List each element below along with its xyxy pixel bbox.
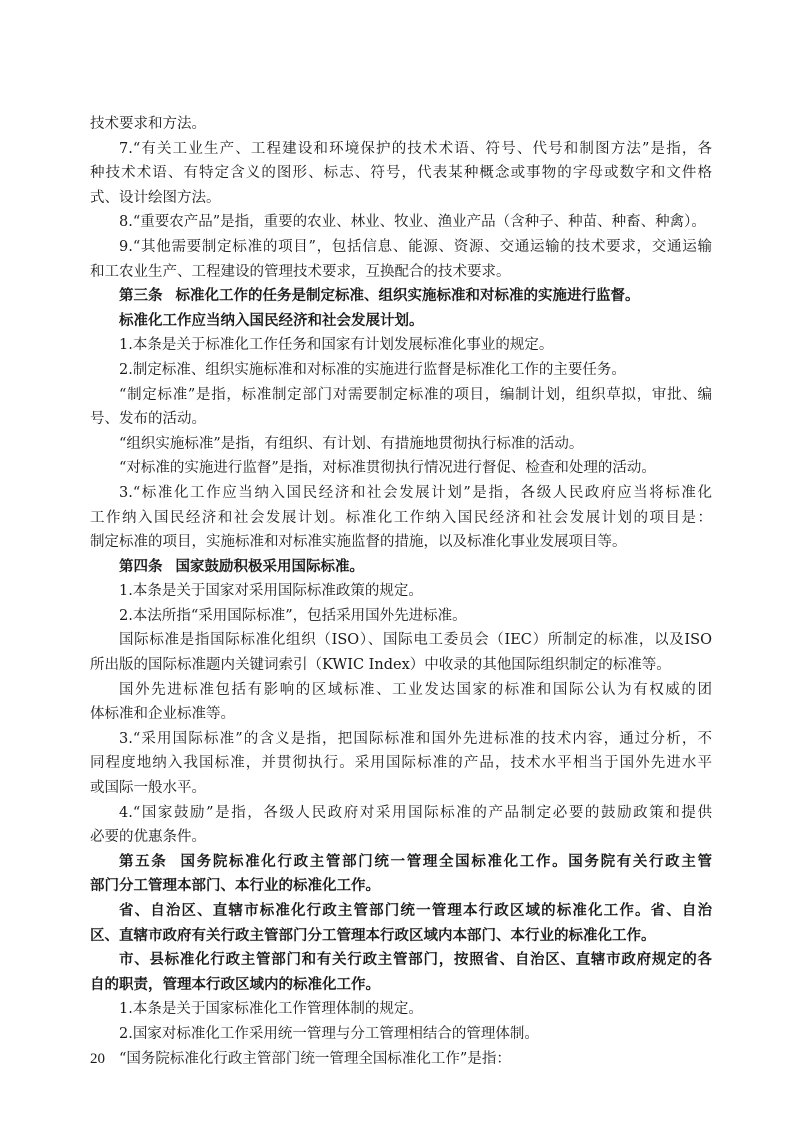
line-text: 2.国家对标准化工作采用统一管理与分工管理相结合的管理体制。: [119, 1025, 539, 1042]
text-line: [90, 1047, 712, 1072]
line-text: 制定标准的项目，实施标准和对标准实施监督的措施，以及标准化事业发展项目等。: [90, 534, 627, 551]
line-text: 同程度地纳入我国标准，并贯彻执行。采用国际标准的产品，技术水平相当于国外先进水平: [90, 755, 712, 772]
line-text: 1.本条是关于国家对采用国际标准政策的规定。: [119, 583, 423, 600]
text-line: [90, 973, 712, 998]
text-line: [90, 727, 712, 752]
text-line: [90, 801, 712, 826]
text-line: [90, 899, 712, 924]
line-text: 3.“标准化工作应当纳入国民经济和社会发展计划”是指，各级人民政府应当将标准化: [119, 484, 712, 501]
text-line: [90, 702, 712, 727]
text-line: [90, 309, 712, 334]
text-line: [90, 628, 712, 653]
line-text: 工作纳入国民经济和社会发展计划。标准化工作纳入国民经济和社会发展计划的项目是：: [90, 509, 712, 526]
article-label: 第五条: [119, 852, 168, 870]
line-text: 1.本条是关于标准化工作任务和国家有计划发展标准化事业的规定。: [119, 337, 554, 354]
text-line: [90, 555, 712, 580]
text-line: [90, 751, 712, 776]
text-line: [90, 530, 712, 555]
line-text: 国家鼓励积极采用国际标准。: [175, 557, 365, 575]
line-text: 技术要求和方法。: [90, 116, 206, 132]
line-text: 自的职责，管理本行政区域内的标准化工作。: [90, 975, 380, 993]
line-text: 8.“重要农产品”是指，重要的农业、林业、牧业、渔业产品（含种子、种苗、种畜、种禽）。: [119, 214, 706, 231]
text-line: [90, 407, 712, 432]
text-line: [90, 997, 712, 1022]
text-line: [90, 358, 712, 383]
body-text: [90, 112, 712, 1071]
line-text: 必要的优惠条件。: [90, 829, 206, 846]
line-text: 2.制定标准、组织实施标准和对标准的实施进行监督是标准化工作的主要任务。: [119, 361, 626, 378]
text-line: [90, 432, 712, 457]
text-line: [90, 456, 712, 481]
line-text: 7.“有关工业生产、工程建设和环境保护的技术术语、符号、代号和制图方法”是指，各: [119, 140, 712, 157]
text-line: [90, 1022, 712, 1047]
line-text: “组织实施标准”是指，有组织、有计划、有措施地贯彻执行标准的活动。: [119, 435, 584, 452]
line-text: 区、直辖市政府有关行政主管部门分工管理本行政区域内本部门、本行业的标准化工作。: [90, 926, 656, 944]
line-text: 1.本条是关于国家标准化工作管理体制的规定。: [119, 1001, 423, 1018]
line-text: 部门分工管理本部门、本行业的标准化工作。: [90, 877, 380, 895]
text-line: [90, 186, 712, 211]
text-line: [90, 850, 712, 875]
line-text: “国务院标准化行政主管部门统一管理全国标准化工作”是指：: [119, 1050, 511, 1067]
text-line: [90, 333, 712, 358]
line-text: 所出版的国际标准题内关键词索引（KWIC Index）中收录的其他国际组织制定的标准等。: [90, 657, 671, 674]
line-text: 省、自治区、直辖市标准化行政主管部门统一管理本行政区域的标准化工作。省、自治: [119, 902, 712, 919]
line-text: 9.“其他需要制定标准的项目”，包括信息、能源、资源、交通运输的技术要求，交通运输: [119, 238, 712, 255]
text-line: [90, 825, 712, 850]
article-label: 第三条: [119, 287, 163, 305]
text-line: [90, 604, 712, 629]
text-line: [90, 653, 712, 678]
line-text: 4.“国家鼓励”是指，各级人民政府对采用国际标准的产品制定必要的鼓励政策和提供: [119, 804, 712, 821]
page-number: 20: [90, 1051, 105, 1067]
line-text: 号、发布的活动。: [90, 411, 206, 428]
line-text: “制定标准”是指，标准制定部门对需要制定标准的项目，编制计划，组织草拟，审批、编: [119, 386, 712, 403]
line-text: 和工农业生产、工程建设的管理技术要求，互换配合的技术要求。: [90, 263, 511, 280]
line-text: 市、县标准化行政主管部门和有关行政主管部门，按照省、自治区、直辖市政府规定的各: [119, 951, 712, 969]
text-line: [90, 383, 712, 408]
line-text: 标准化工作的任务是制定标准、组织实施标准和对标准的实施进行监督。: [175, 287, 640, 305]
line-text: 标准化工作应当纳入国民经济和社会发展计划。: [119, 311, 424, 329]
text-line: [90, 235, 712, 260]
text-line: [90, 948, 712, 973]
text-line: [90, 161, 712, 186]
text-line: [90, 776, 712, 801]
text-line: [90, 481, 712, 506]
text-line: [90, 506, 712, 531]
text-line: [90, 579, 712, 604]
text-line: [90, 284, 712, 309]
article-label: 第四条: [119, 557, 163, 575]
line-text: 种技术术语、有特定含义的图形、标志、符号，代表某种概念或事物的字母或数字和文件格: [90, 165, 712, 182]
line-text: 国外先进标准包括有影响的区域标准、工业发达国家的标准和国际公认为有权威的团: [119, 681, 712, 698]
text-line: [90, 210, 712, 235]
text-line: [90, 137, 712, 162]
line-text: 3.“采用国际标准”的含义是指，把国际标准和国外先进标准的技术内容，通过分析，不: [119, 730, 712, 747]
text-line: [90, 678, 712, 703]
text-line: [90, 112, 712, 137]
line-text: 体标准和企业标准等。: [90, 706, 235, 723]
text-line: [90, 924, 712, 949]
line-text: 式、设计绘图方法。: [90, 189, 221, 206]
text-line: [90, 874, 712, 899]
line-text: 2.本法所指“采用国际标准”，包括采用国外先进标准。: [119, 607, 467, 624]
line-text: 或国际一般水平。: [90, 780, 206, 797]
line-text: 国务院标准化行政主管部门统一管理全国标准化工作。国务院有关行政主管: [180, 852, 712, 870]
line-text: “对标准的实施进行监督”是指，对标准贯彻执行情况进行督促、检查和处理的活动。: [119, 460, 656, 477]
text-line: [90, 260, 712, 285]
line-text: 国际标准是指国际标准化组织（ISO）、国际电工委员会（IEC）所制定的标准，以及ISO: [119, 632, 712, 649]
